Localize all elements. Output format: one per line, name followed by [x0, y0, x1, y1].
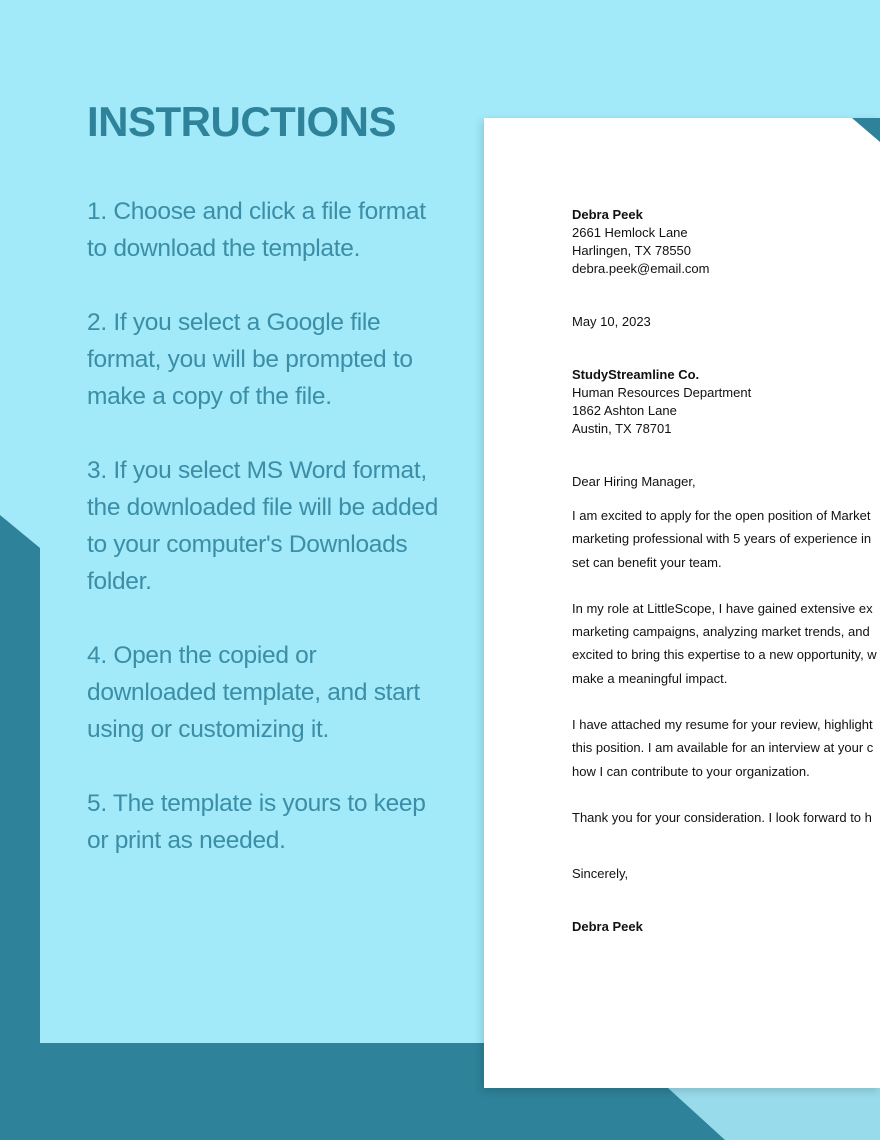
letter-body [572, 206, 880, 936]
paragraph-line: excited to bring this expertise to a new opportunity, w [572, 647, 877, 663]
letter-preview [484, 118, 880, 1088]
paragraph-line: this position. I am available for an interview at your c [572, 740, 874, 756]
sender-address1: 2661 Hemlock Lane [572, 225, 688, 240]
paragraph [572, 504, 880, 574]
sender-address2: Harlingen, TX 78550 [572, 243, 692, 258]
recipient-company: StudyStreamline Co. [572, 367, 700, 382]
paragraph [572, 597, 880, 690]
paragraph-line: marketing campaigns, analyzing market trends, and [572, 624, 870, 640]
paragraph [572, 806, 880, 829]
paragraph-line: I have attached my resume for your review, highlight [572, 717, 873, 733]
instructions-list [87, 193, 447, 896]
instruction-step: 1. Choose and click a file format to download the template. [87, 198, 426, 262]
salutation: Dear Hiring Manager, [572, 474, 696, 489]
instruction-step: 5. The template is yours to keep or print as needed. [87, 790, 426, 854]
paragraph-line: I am excited to apply for the open position of Market [572, 508, 871, 523]
instruction-step: 4. Open the copied or downloaded template, and start using or customizing it. [87, 642, 420, 743]
instruction-step: 3. If you select MS Word format, the downloaded file will be added to your computer's Downloads folder. [87, 457, 439, 595]
sender-email: debra.peek@email.com [572, 261, 710, 276]
paragraph-line: Thank you for your consideration. I look forward to h [572, 809, 872, 825]
sender-block [572, 206, 880, 278]
paragraph-line: In my role at LittleScope, I have gained extensive ex [572, 600, 873, 616]
signature: Debra Peek [572, 919, 643, 935]
paragraph-line: how I can contribute to your organization. [572, 763, 810, 779]
recipient-block [572, 366, 880, 438]
recipient-address2: Austin, TX 78701 [572, 421, 672, 436]
paragraph [572, 713, 880, 783]
letter-date: May 10, 2023 [572, 314, 651, 329]
corner-accent [850, 118, 880, 144]
recipient-address1: 1862 Ashton Lane [572, 403, 677, 418]
paragraph-line: make a meaningful impact. [572, 670, 728, 686]
recipient-department: Human Resources Department [572, 385, 752, 400]
sender-name: Debra Peek [572, 207, 643, 222]
paragraph-line: set can benefit your team. [572, 554, 722, 570]
closing: Sincerely, [572, 866, 629, 882]
instructions-title: INSTRUCTIONS [87, 98, 396, 145]
instruction-step: 2. If you select a Google file format, you will be prompted to make a copy of the file. [87, 309, 413, 410]
paragraph-line: marketing professional with 5 years of experience in [572, 531, 872, 547]
bottom-right-accent [668, 1088, 880, 1140]
